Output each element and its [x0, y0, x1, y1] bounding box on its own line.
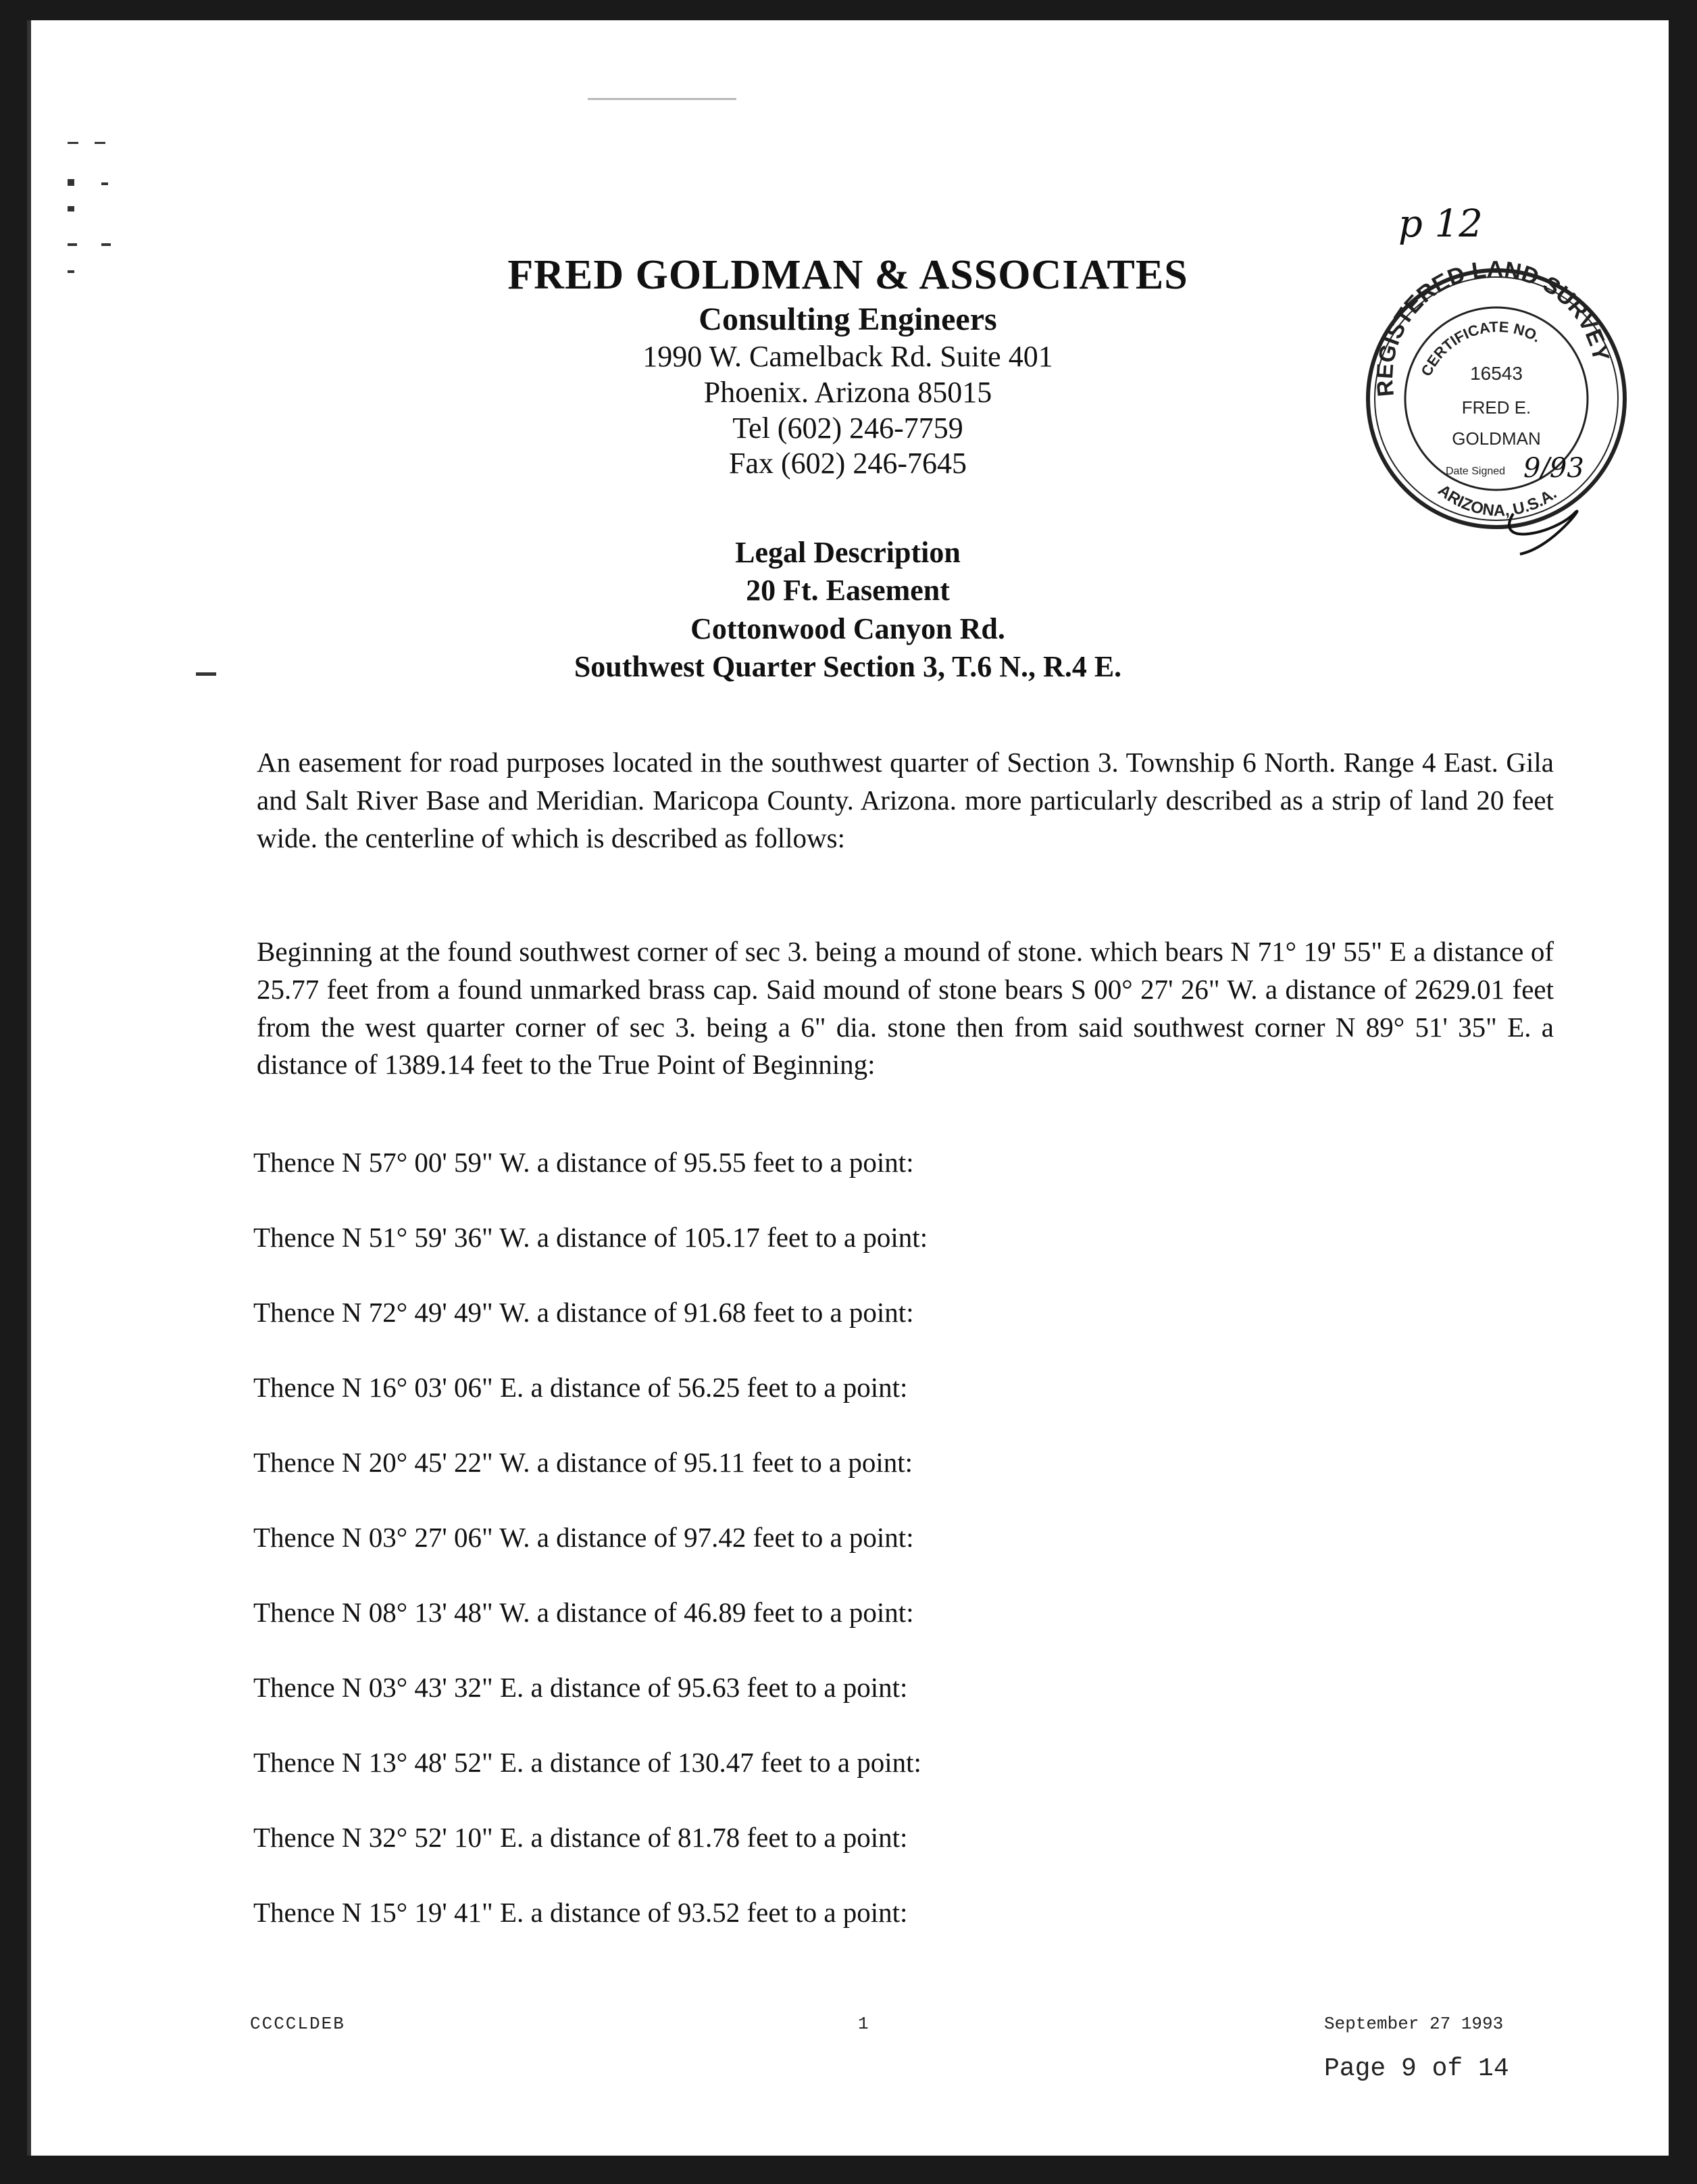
- scan-speck: [68, 206, 74, 212]
- call-line: Thence N 51° 59' 36" W. a distance of 105.17 feet to a point:: [253, 1222, 928, 1253]
- call-line: Thence N 57° 00' 59" W. a distance of 95.55 feet to a point:: [253, 1147, 914, 1178]
- scan-speck: [68, 142, 78, 144]
- call-line: Thence N 08° 13' 48" W. a distance of 46.89 feet to a point:: [253, 1597, 914, 1628]
- call-line: Thence N 16° 03' 06" E. a distance of 56.25 feet to a point:: [253, 1372, 908, 1403]
- firm-subtitle: Consulting Engineers: [699, 301, 997, 338]
- firm-name: FRED GOLDMAN & ASSOCIATES: [507, 252, 1188, 298]
- paragraph-beginning: Beginning at the found southwest corner of sec 3. being a mound of stone. which bears N 71° 19' 55" E a distance of 25.77 feet from a found unmarked brass cap. Said mound of stone bears S 00° 27' 26" W. a distance of 2629.01 feet from the west quarter corner of sec 3. being a 6" dia. stone then from said southwest corner N 89° 51' 35" E. a distance of 1389.14 feet to the True Point of Beginning:: [257, 936, 1554, 1081]
- footer-file-code: CCCCLDEB: [250, 2014, 345, 2034]
- scan-speck: [95, 142, 105, 144]
- page-count-stamp: Page 9 of 14: [1324, 2054, 1509, 2083]
- title-easement: 20 Ft. Easement: [746, 574, 950, 607]
- scan-speck: [101, 243, 111, 246]
- scan-speck: [68, 243, 77, 246]
- bearing-calls: [253, 1142, 1537, 1967]
- paragraph-easement: An easement for road purposes located in the southwest quarter of Section 3. Township 6 North. Range 4 East. Gila and Salt River Base and Meridian. Maricopa County. Arizona. more particularly described as a strip of land 20 feet wide. the centerline of which is described as follows:: [257, 747, 1554, 853]
- seal-ring-text: REGISTERED LAND SURVEY: [1371, 256, 1615, 398]
- telephone: Tel (602) 246-7759: [732, 411, 963, 445]
- seal-date-label: Date Signed: [1446, 466, 1506, 477]
- document-titles: [27, 534, 1669, 686]
- footer-date: September 27 1993: [1324, 2014, 1504, 2034]
- fax: Fax (602) 246-7645: [729, 447, 967, 480]
- seal-graphic: [1351, 196, 1635, 588]
- seal-date-handwritten: 9/93: [1523, 453, 1584, 484]
- surveyor-seal: [1351, 196, 1635, 588]
- call-line: Thence N 15° 19' 41" E. a distance of 93.52 feet to a point:: [253, 1897, 908, 1928]
- seal-country: ARIZONA, U.S.A.: [1434, 480, 1561, 520]
- scan-speck: [68, 179, 74, 186]
- scan-speck: [101, 182, 108, 185]
- svg-text:ARIZONA, U.S.A.: [1434, 481, 1560, 520]
- seal-handwritten-note: p 12: [1398, 202, 1483, 246]
- call-line: Thence N 72° 49' 49" W. a distance of 91.68 feet to a point:: [253, 1297, 914, 1328]
- call-line: Thence N 03° 27' 06" W. a distance of 97.42 feet to a point:: [253, 1522, 914, 1553]
- title-road: Cottonwood Canyon Rd.: [690, 612, 1005, 645]
- seal-name-1: FRED E.: [1461, 397, 1531, 418]
- address-line-2: Phoenix. Arizona 85015: [703, 375, 992, 409]
- seal-name-2: GOLDMAN: [1452, 428, 1541, 449]
- call-line: Thence N 13° 48' 52" E. a distance of 130.47 feet to a point:: [253, 1747, 921, 1778]
- call-line: Thence N 03° 43' 32" E. a distance of 95.63 feet to a point:: [253, 1672, 908, 1703]
- scan-speck: [588, 98, 736, 100]
- footer-page-number: 1: [858, 2014, 869, 2034]
- seal-certificate-label: CERTIFICATE NO.: [1417, 318, 1544, 379]
- call-line: Thence N 20° 45' 22" W. a distance of 95.11 feet to a point:: [253, 1447, 913, 1478]
- address-line-1: 1990 W. Camelback Rd. Suite 401: [642, 339, 1053, 373]
- title-legal-description: Legal Description: [735, 536, 961, 569]
- title-section: Southwest Quarter Section 3, T.6 N., R.4 E.: [574, 649, 1122, 683]
- call-line: Thence N 32° 52' 10" E. a distance of 81.78 feet to a point:: [253, 1822, 908, 1853]
- document-page: [27, 20, 1669, 2156]
- seal-number: 16543: [1470, 363, 1523, 384]
